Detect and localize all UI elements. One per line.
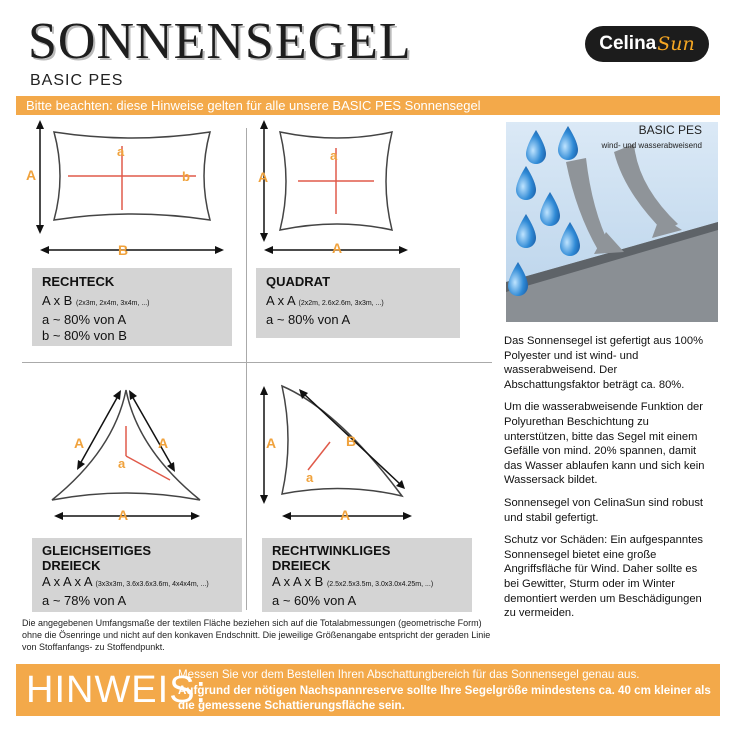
hinweis-label: HINWEIS: bbox=[26, 669, 208, 711]
panel-sizes: (2.5x2.5x3.5m, 3.0x3.0x4.25m, ...) bbox=[326, 581, 434, 588]
page-subtitle: BASIC PES bbox=[30, 72, 124, 89]
panel-sizes: (3x3x3m, 3.6x3.6x3.6m, 4x4x4m, ...) bbox=[95, 581, 209, 588]
page-title: SONNENSEGEL bbox=[28, 13, 412, 70]
panel-formula: A x A x B bbox=[272, 574, 324, 589]
equilateral-triangle-diagram bbox=[22, 370, 242, 530]
panel-title-2: DREIECK bbox=[272, 558, 331, 573]
notice-banner: Bitte beachten: diese Hinweise gelten für alle unsere BASIC PES Sonnensegel bbox=[16, 96, 720, 115]
panel-title-2: DREIECK bbox=[42, 558, 101, 573]
label-a: a bbox=[330, 148, 338, 163]
hinweis-text bbox=[178, 667, 718, 714]
panel-rechtwinkliges-dreieck bbox=[262, 538, 472, 612]
product-description bbox=[504, 334, 714, 629]
panel-title: QUADRAT bbox=[266, 274, 331, 289]
label-a: a bbox=[117, 144, 125, 159]
label-A: A bbox=[258, 169, 269, 185]
panel-sizes: (2x3m, 2x4m, 3x4m, ...) bbox=[75, 300, 150, 307]
grid-divider-vertical bbox=[246, 128, 247, 610]
panel-line: a ~ 60% von A bbox=[272, 593, 357, 608]
label-A: A bbox=[74, 435, 85, 451]
label-a: a bbox=[306, 470, 314, 485]
brand-logo bbox=[585, 26, 709, 62]
panel-sizes: (2x2m, 2.6x2.6m, 3x3m, ...) bbox=[298, 300, 384, 307]
panel-title: RECHTWINKLIGES bbox=[272, 543, 391, 558]
panel-line: a ~ 80% von A bbox=[42, 312, 127, 327]
hinweis-line: Messen Sie vor dem Bestellen Ihren Abschattungbereich für das Sonnensegel genau aus. bbox=[178, 668, 640, 681]
description-paragraph: Um die wasserabweisende Funktion der Polyurethan Beschichtung zu unterstützen, bitte das Segel mit einem Gefälle von mind. 20% spannen, damit das Wasser ablaufen kann und sich kein Wassersack bildet. bbox=[504, 401, 705, 487]
logo-text-sun: Sun bbox=[657, 33, 695, 55]
right-triangle-diagram bbox=[250, 370, 490, 530]
panel-gleichseitiges-dreieck bbox=[32, 538, 242, 612]
label-A: A bbox=[158, 435, 169, 451]
product-image-title: BASIC PES bbox=[638, 123, 702, 137]
label-b: b bbox=[182, 169, 190, 184]
panel-formula: A x B bbox=[42, 293, 73, 308]
logo-text-celina: Celina bbox=[599, 33, 657, 54]
description-paragraph: Schutz vor Schäden: Ein aufgespanntes Sonnensegel bietet eine große Angriffsfläche für Wind. Daher sollte es bei Gewitter, Sturm oder im Winter demontiert werden um Beschädigungen zu vermeiden. bbox=[504, 534, 704, 620]
panel-quadrat bbox=[256, 268, 460, 338]
panel-rechteck bbox=[32, 268, 232, 346]
panel-title: RECHTECK bbox=[42, 274, 115, 289]
panel-line: b ~ 80% von B bbox=[42, 328, 127, 343]
label-A: A bbox=[118, 507, 129, 523]
label-A: A bbox=[26, 167, 37, 183]
label-A: A bbox=[332, 240, 343, 256]
panel-line: a ~ 78% von A bbox=[42, 593, 127, 608]
description-paragraph: Das Sonnensegel ist gefertigt aus 100% Polyester und ist wind- und wasserabweisend. Der Abschattungsfaktor beträgt ca. 80%. bbox=[504, 335, 704, 391]
label-A: A bbox=[340, 507, 351, 523]
rectangle-diagram bbox=[22, 118, 242, 268]
panel-line: a ~ 80% von A bbox=[266, 312, 351, 327]
panel-formula: A x A x A bbox=[42, 574, 92, 589]
description-paragraph: Sonnensegel von CelinaSun sind robust und stabil gefertigt. bbox=[504, 496, 704, 524]
panel-formula: A x A bbox=[266, 293, 295, 308]
grid-divider-horizontal bbox=[22, 362, 492, 363]
label-B: B bbox=[118, 242, 129, 258]
square-diagram bbox=[250, 118, 490, 268]
footnote: Die angegebenen Umfangsmaße der textilen Fläche beziehen sich auf die Totalabmessungen (geometrische Form) ohne die Ösenringe und nicht auf den konkaven Endschnitt. Die jeweilige Größenangabe entspricht der geraden Linie von Stoffanfangs- zu Stoffendpunkt. bbox=[22, 618, 491, 652]
panel-title: GLEICHSEITIGES bbox=[42, 543, 152, 558]
label-B: B bbox=[346, 433, 357, 449]
product-illustration bbox=[506, 122, 718, 322]
hinweis-line-bold: Aufgrund der nötigen Nachspannreserve sollte Ihre Segelgröße mindestens ca. 40 cm kleiner als die gemessene Schattierungsfläche sein. bbox=[178, 683, 711, 712]
label-a: a bbox=[118, 456, 126, 471]
label-A: A bbox=[266, 435, 277, 451]
product-image-caption: wind- und wasserabweisend bbox=[601, 141, 702, 150]
